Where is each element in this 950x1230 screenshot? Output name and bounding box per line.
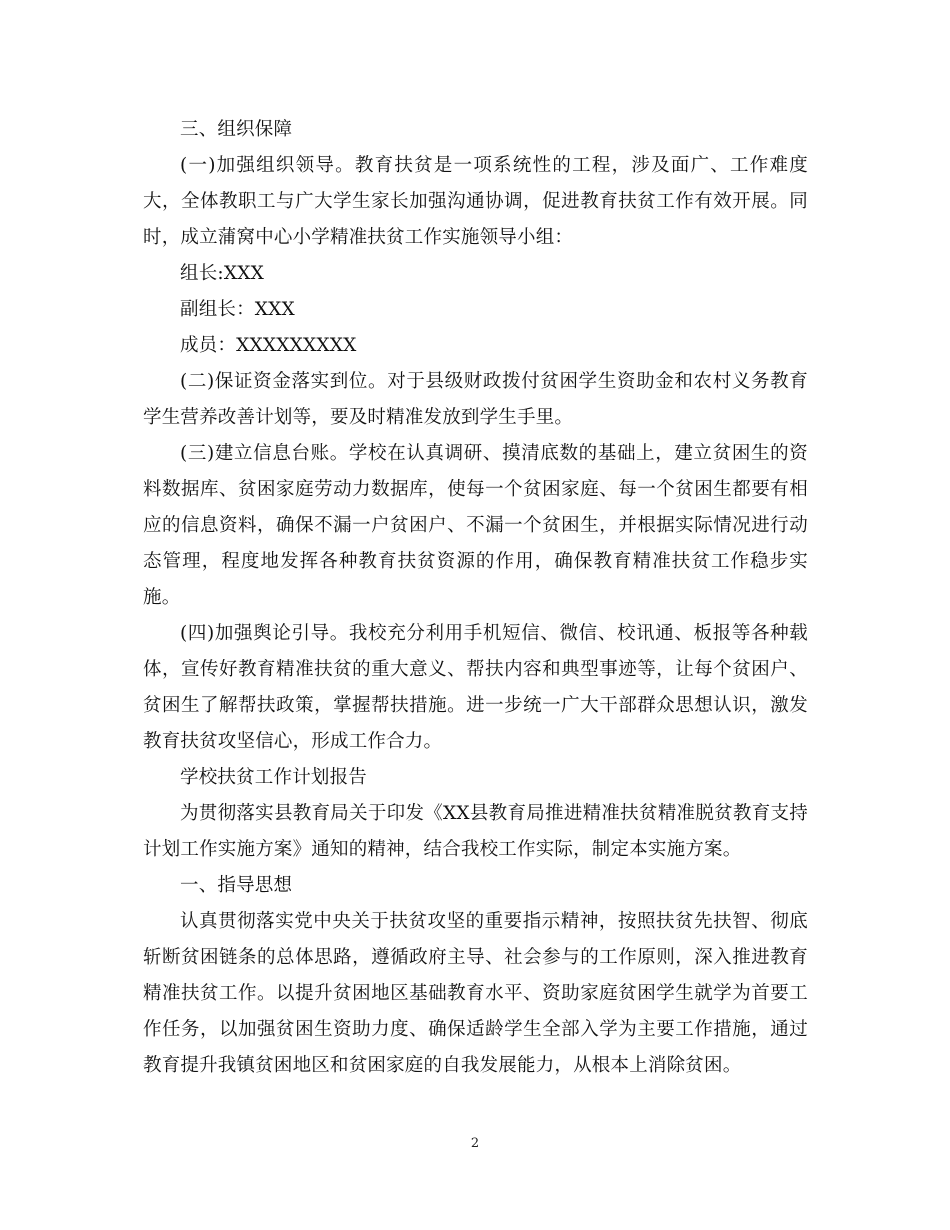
- document-body: [143, 112, 808, 1084]
- report-title: 学校扶贫工作计划报告: [180, 767, 368, 788]
- paragraph-leadership: (一)加强组织领导。教育扶贫是一项系统性的工程，涉及面广、工作难度大，全体教职工与广大学生家长加强沟通协调，促进教育扶贫工作有效开展。同时，成立蒲窝中心小学精准扶贫工作实施领导小组：: [143, 155, 808, 248]
- page-number: 2: [470, 1136, 480, 1151]
- paragraph-funding: (二)保证资金落实到位。对于县级财政拨付贫困学生资助金和农村义务教育学生营养改善计划等，要及时精准发放到学生手里。: [143, 371, 808, 428]
- paragraph-public-opinion: (四)加强舆论引导。我校充分利用手机短信、微信、校讯通、板报等各种载体，宣传好教育精准扶贫的重大意义、帮扶内容和典型事迹等，让每个贫困户、贫困生了解帮扶政策，掌握帮扶措施。进一步统一广大干部群众思想认识，激发教育扶贫攻坚信心，形成工作合力。: [143, 623, 808, 752]
- paragraph-guiding-ideology: 认真贯彻落实党中央关于扶贫攻坚的重要指示精神，按照扶贫先扶智、彻底斩断贫困链条的总体思路，遵循政府主导、社会参与的工作原则，深入推进教育精准扶贫工作。以提升贫困地区基础教育水平、资助家庭贫困学生就学为首要工作任务，以加强贫困生资助力度、确保适龄学生全部入学为主要工作措施，通过教育提升我镇贫困地区和贫困家庭的自我发展能力，从根本上消除贫困。: [143, 911, 808, 1076]
- section-heading-guiding-ideology: 一、指导思想: [180, 875, 293, 896]
- paragraph-introduction: 为贯彻落实县教育局关于印发《XX县教育局推进精准扶贫精准脱贫教育支持计划工作实施方案》通知的精神，结合我校工作实际，制定本实施方案。: [143, 803, 808, 860]
- deputy-leader-line: 副组长：XXX: [180, 299, 295, 320]
- members-line: 成员：XXXXXXXXX: [180, 335, 357, 356]
- section-heading-organization: 三、组织保障: [180, 119, 293, 140]
- team-leader-line: 组长:XXX: [180, 263, 264, 284]
- paragraph-information-ledger: (三)建立信息台账。学校在认真调研、摸清底数的基础上，建立贫困生的资料数据库、贫困家庭劳动力数据库，使每一个贫困家庭、每一个贫困生都要有相应的信息资料，确保不漏一户贫困户、不漏一个贫困生，并根据实际情况进行动态管理，程度地发挥各种教育扶贫资源的作用，确保教育精准扶贫工作稳步实施。: [143, 443, 808, 608]
